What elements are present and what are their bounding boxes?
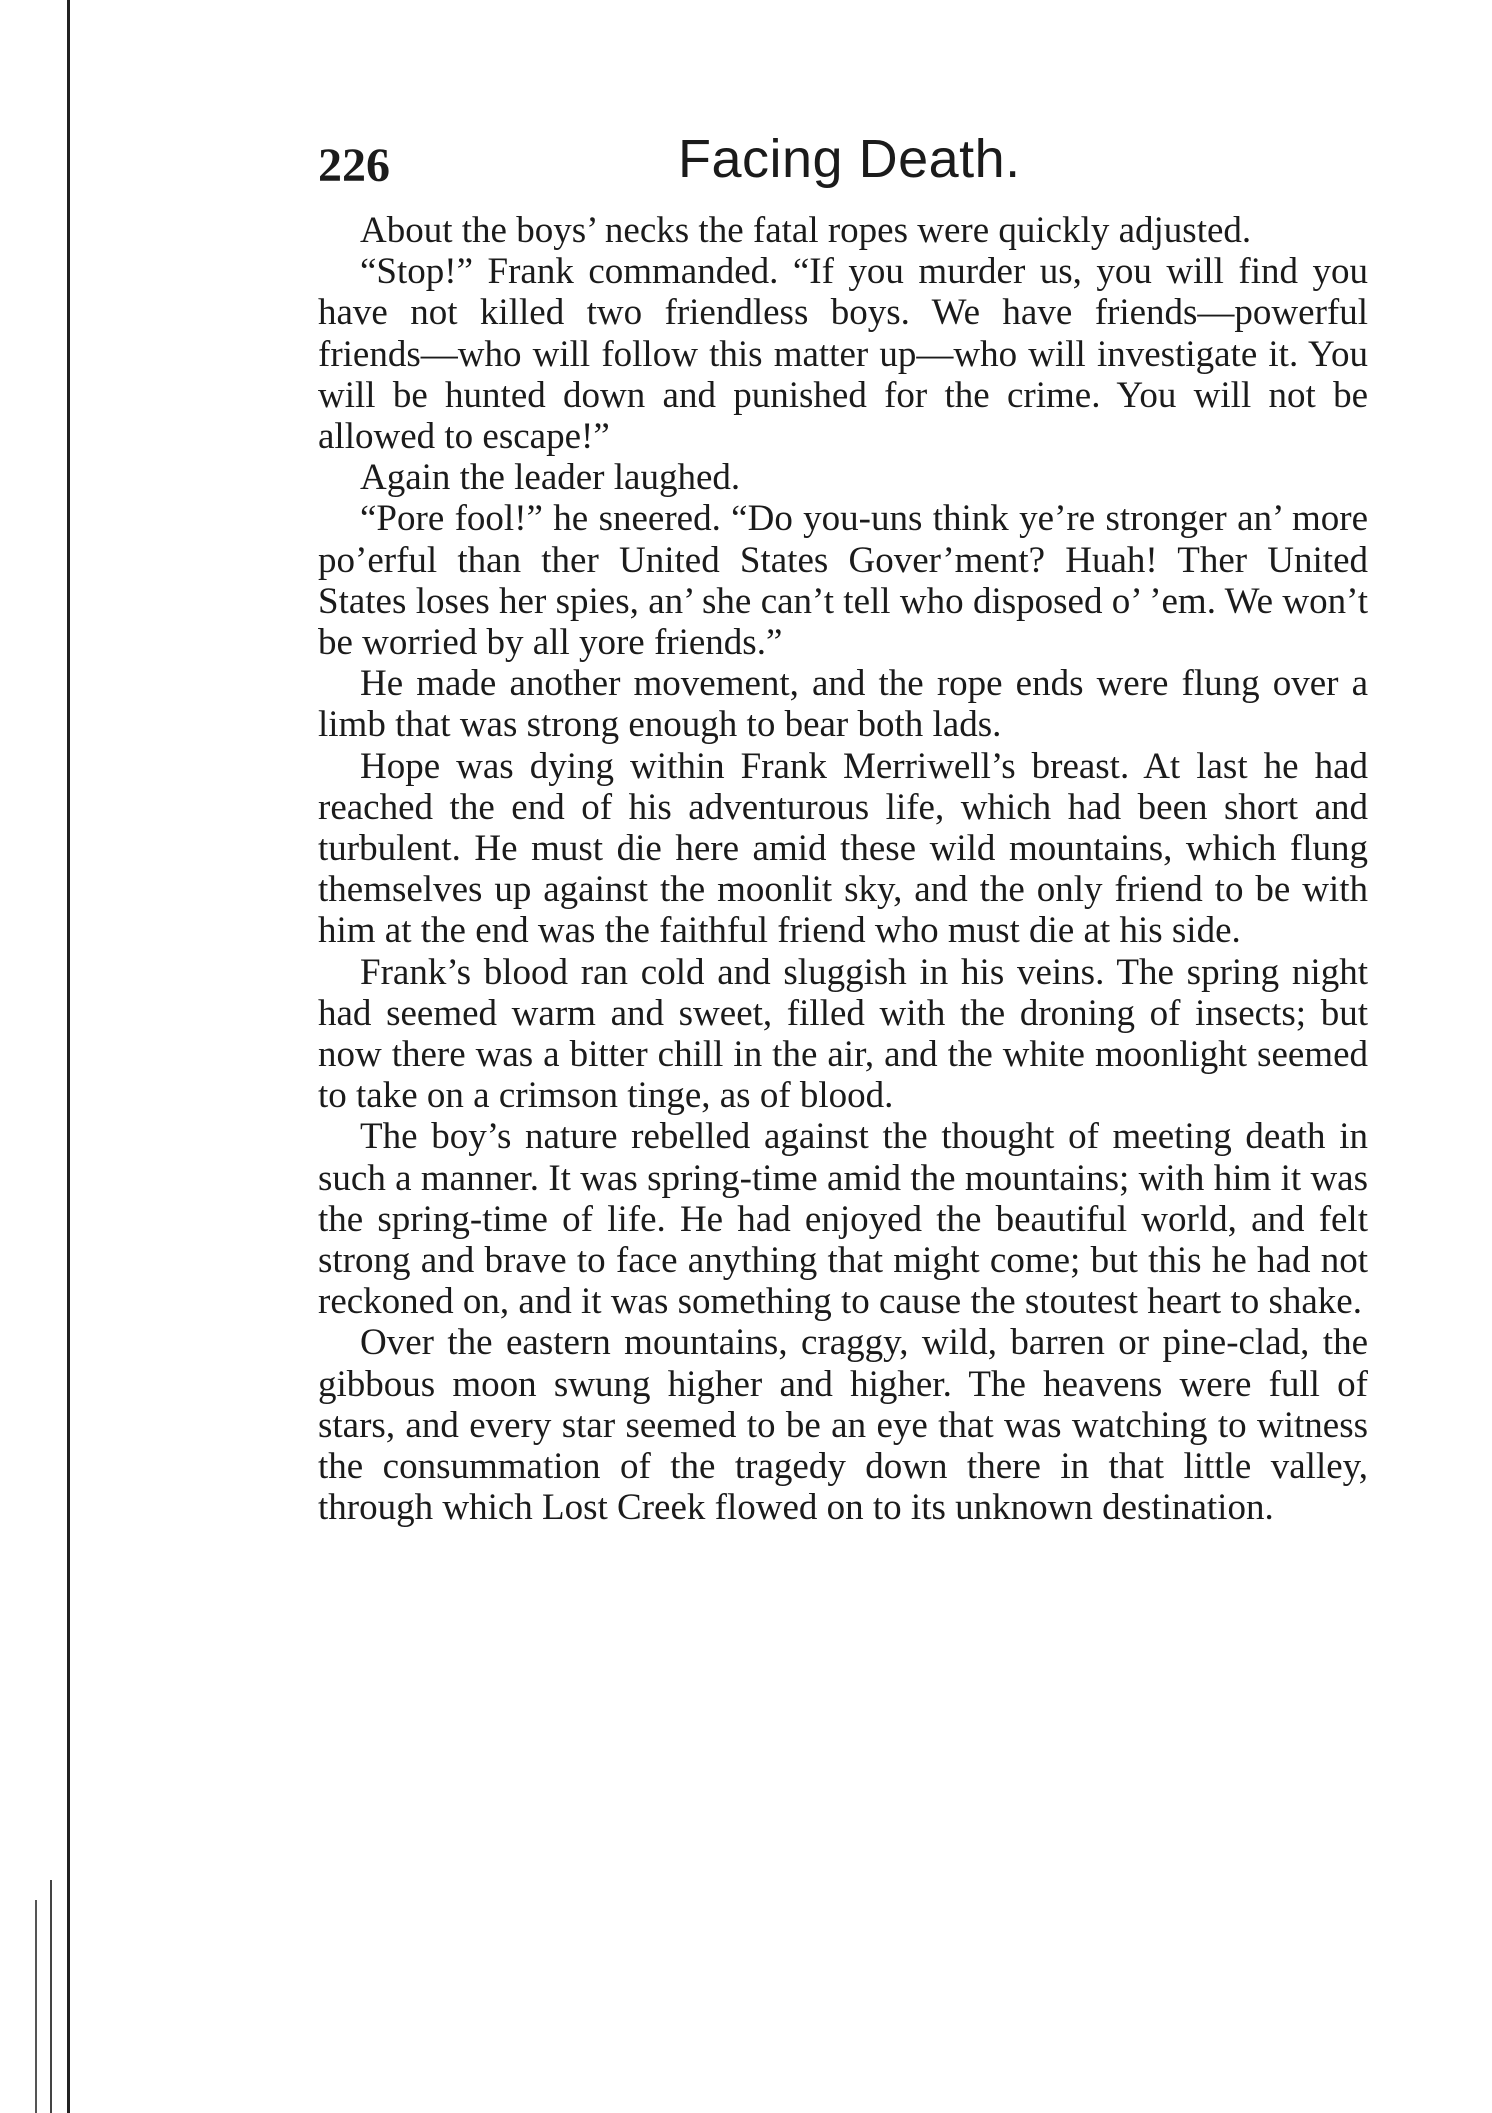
page-number: 226 bbox=[318, 139, 390, 192]
book-page bbox=[318, 128, 1368, 1529]
paragraph: He made another movement, and the rope ends were flung over a limb that was strong enough to bear both lads. bbox=[318, 663, 1368, 746]
paragraph: About the boys’ necks the fatal ropes were quickly adjusted. bbox=[360, 210, 1252, 251]
running-title: Facing Death. bbox=[678, 129, 1021, 189]
paragraph: “Pore fool!” he sneered. “Do you-uns think ye’re stronger an’ more po’erful than ther United States Gover’ment? Huah! Ther United States loses her spies, an’ she can’t tell who disposed o’ ’em. We won’t be worried by all yore friends.” bbox=[318, 498, 1368, 664]
binding-edge-line bbox=[67, 0, 70, 2113]
binding-edge-line-tertiary bbox=[35, 1900, 37, 2113]
paragraph: Again the leader laughed. bbox=[360, 457, 741, 499]
paragraph: Hope was dying within Frank Merriwell’s breast. At last he had reached the end of his adventurous life, which had been short and turbulent. He must die here amid these wild mountains, which flung themselves up against the moonlit sky, and the only friend to be with him at the end was the faithful friend who must die at his side. bbox=[318, 745, 1368, 952]
binding-edge-line-secondary bbox=[50, 1880, 52, 2113]
paragraph: The boy’s nature rebelled against the thought of meeting death in such a manner. It was spring-time amid the mountains; with him it was the spring-time of life. He had enjoyed the beautiful world, and felt strong and brave to face anything that might come; but this he had not reckoned on, and it was something to cause the stoutest heart to shake. bbox=[318, 1116, 1368, 1323]
paragraph: Frank’s blood ran cold and sluggish in his veins. The spring night had seemed warm and sweet, filled with the droning of insects; but now there was a bitter chill in the air, and the white moonlight seemed to take on a crimson tinge, as of blood. bbox=[318, 951, 1368, 1117]
body-text bbox=[318, 210, 1368, 1529]
paragraph: Over the eastern mountains, craggy, wild, barren or pine-clad, the gibbous moon swung higher and higher. The heavens were full of stars, and every star seemed to be an eye that was watching to witness the consummation of the tragedy down there in that little valley, through which Lost Creek flowed on to its unknown destination. bbox=[318, 1322, 1368, 1529]
paragraph: “Stop!” Frank commanded. “If you murder us, you will find you have not killed two friendless boys. We have friends—powerful friends—who will follow this matter up—who will investigate it. You will be hunted down and punished for the crime. You will not be allowed to escape!” bbox=[318, 251, 1368, 458]
page-header bbox=[318, 128, 1368, 208]
